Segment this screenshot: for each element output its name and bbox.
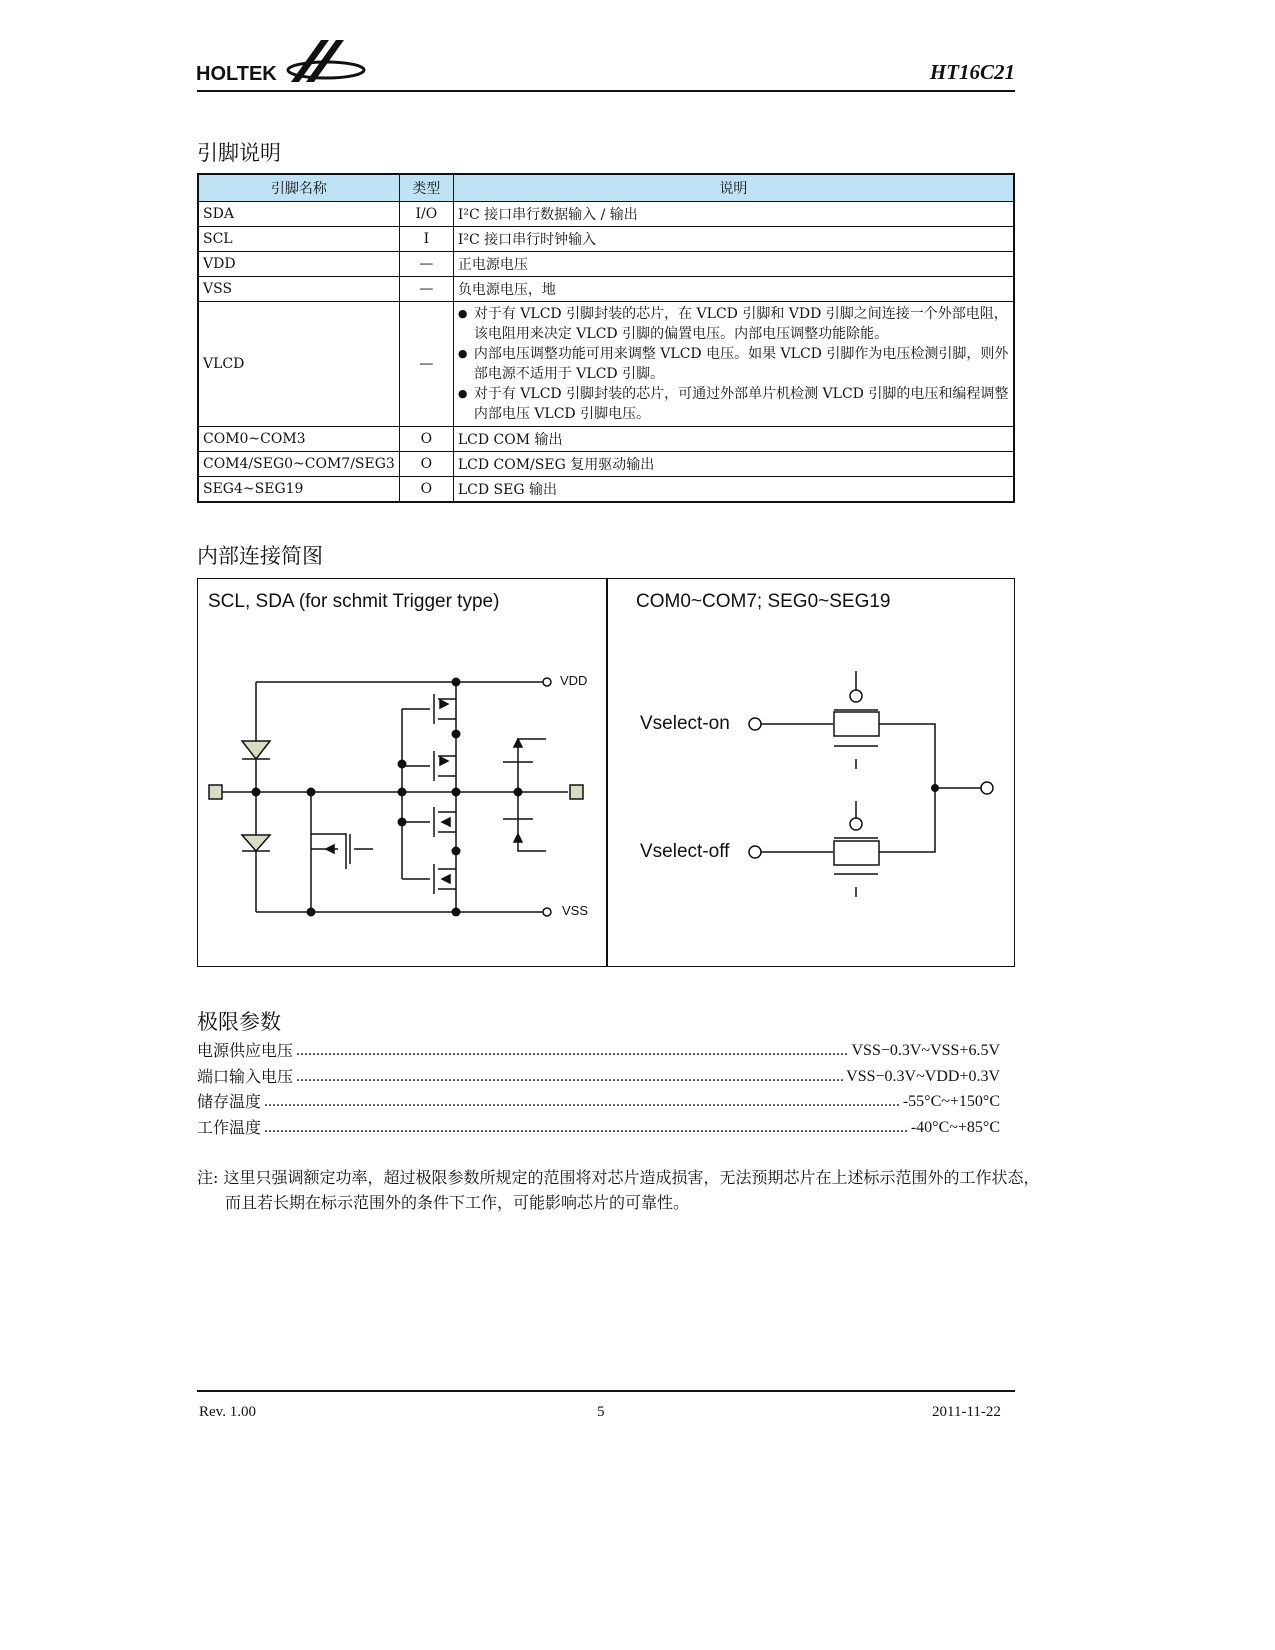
header-rule	[197, 90, 1015, 92]
pin-desc: LCD COM/SEG 复用驱动输出	[453, 452, 1014, 477]
pin-desc: 负电源电压，地	[453, 277, 1014, 302]
pin-name: SDA	[198, 202, 399, 227]
table-row	[198, 477, 1014, 503]
pin-name: VLCD	[198, 302, 399, 427]
pin-type: O	[399, 452, 453, 477]
pin-type: I	[399, 227, 453, 252]
section-title-diagram: 内部连接简图	[197, 544, 323, 568]
pin-type: —	[399, 277, 453, 302]
pin-name: SCL	[198, 227, 399, 252]
limit-row	[197, 1092, 1000, 1112]
limit-value: -40°C~+85°C	[910, 1119, 1000, 1136]
footer-page-number: 5	[597, 1404, 605, 1420]
svg-text:HOLTEK: HOLTEK	[196, 63, 277, 85]
limit-label: 工作温度	[197, 1118, 262, 1137]
limits-note: 注: 这里只强调额定功率，超过极限参数所规定的范围将对芯片造成损害，无法预期芯片在上述标示范围外的工作状态，而且若长期在标示范围外的条件下工作，可能影响芯片的可靠性。	[197, 1168, 1040, 1212]
footer-rev: Rev. 1.00	[199, 1404, 256, 1420]
footer-date: 2011-11-22	[932, 1404, 1001, 1420]
footer-rule	[197, 1390, 1015, 1392]
section-title-limits: 极限参数	[197, 1010, 281, 1034]
doc-title: HT16C21	[929, 60, 1015, 84]
holtek-logo	[196, 34, 368, 94]
vlcd-bullets	[458, 304, 1009, 424]
limit-value: -55°C~+150°C	[902, 1093, 1000, 1110]
col-header: 引脚名称	[198, 174, 399, 202]
vselect-on-label: Vselect-on	[640, 713, 730, 734]
bullet-item: ● 对于有 VLCD 引脚封装的芯片，可通过外部单片机检测 VLCD 引脚的电压和编程调整内部电压 VLCD 引脚电压。	[474, 384, 1009, 424]
bullet-item: ● 对于有 VLCD 引脚封装的芯片，在 VLCD 引脚和 VDD 引脚之间连接一个外部电阻，该电阻用来决定 VLCD 引脚的偏置电压。内部电压调整功能除能。	[474, 304, 1009, 344]
table-header	[198, 174, 1014, 202]
col-header: 类型	[399, 174, 453, 202]
right-diagram-title: COM0~COM7; SEG0~SEG19	[636, 591, 891, 612]
pin-type: O	[399, 477, 453, 503]
limit-row	[197, 1118, 1000, 1138]
section-title-pins: 引脚说明	[197, 141, 281, 165]
table-row	[198, 202, 1014, 227]
table-row	[198, 302, 1014, 427]
table-row	[198, 227, 1014, 252]
pin-desc: I²C 接口串行时钟输入	[453, 227, 1014, 252]
pin-type: O	[399, 427, 453, 452]
pin-table	[197, 173, 1015, 503]
pin-name: SEG4~SEG19	[198, 477, 399, 503]
table-row	[198, 452, 1014, 477]
table-row	[198, 427, 1014, 452]
pin-name: COM0~COM3	[198, 427, 399, 452]
connection-diagram	[197, 578, 1015, 967]
pin-type: I/O	[399, 202, 453, 227]
pin-name: VSS	[198, 277, 399, 302]
table-row	[198, 277, 1014, 302]
limit-label: 电源供应电压	[197, 1041, 294, 1060]
pin-desc: 正电源电压	[453, 252, 1014, 277]
vdd-label: VDD	[560, 673, 588, 688]
left-diagram-title: SCL, SDA (for schmit Trigger type)	[208, 591, 500, 612]
pin-name: VDD	[198, 252, 399, 277]
pin-desc: LCD SEG 输出	[453, 477, 1014, 503]
circuit-schematic	[198, 579, 1014, 966]
table-row	[198, 252, 1014, 277]
pin-desc: I²C 接口串行数据输入 / 输出	[453, 202, 1014, 227]
vss-label: VSS	[562, 903, 589, 918]
limit-value: VSS−0.3V~VDD+0.3V	[846, 1068, 1000, 1085]
col-header: 说明	[453, 174, 1014, 202]
limit-value: VSS−0.3V~VSS+6.5V	[851, 1042, 1000, 1059]
pin-type: —	[399, 252, 453, 277]
limit-row	[197, 1067, 1000, 1087]
pin-type: —	[399, 302, 453, 427]
pin-name: COM4/SEG0~COM7/SEG3	[198, 452, 399, 477]
vselect-off-label: Vselect-off	[640, 841, 730, 862]
bullet-item: ● 内部电压调整功能可用来调整 VLCD 电压。如果 VLCD 引脚作为电压检测引脚，则外部电源不适用于 VLCD 引脚。	[474, 344, 1009, 384]
limit-label: 端口输入电压	[197, 1067, 294, 1086]
limit-row	[197, 1041, 1000, 1061]
pin-desc: LCD COM 输出	[453, 427, 1014, 452]
limit-label: 储存温度	[197, 1092, 262, 1111]
